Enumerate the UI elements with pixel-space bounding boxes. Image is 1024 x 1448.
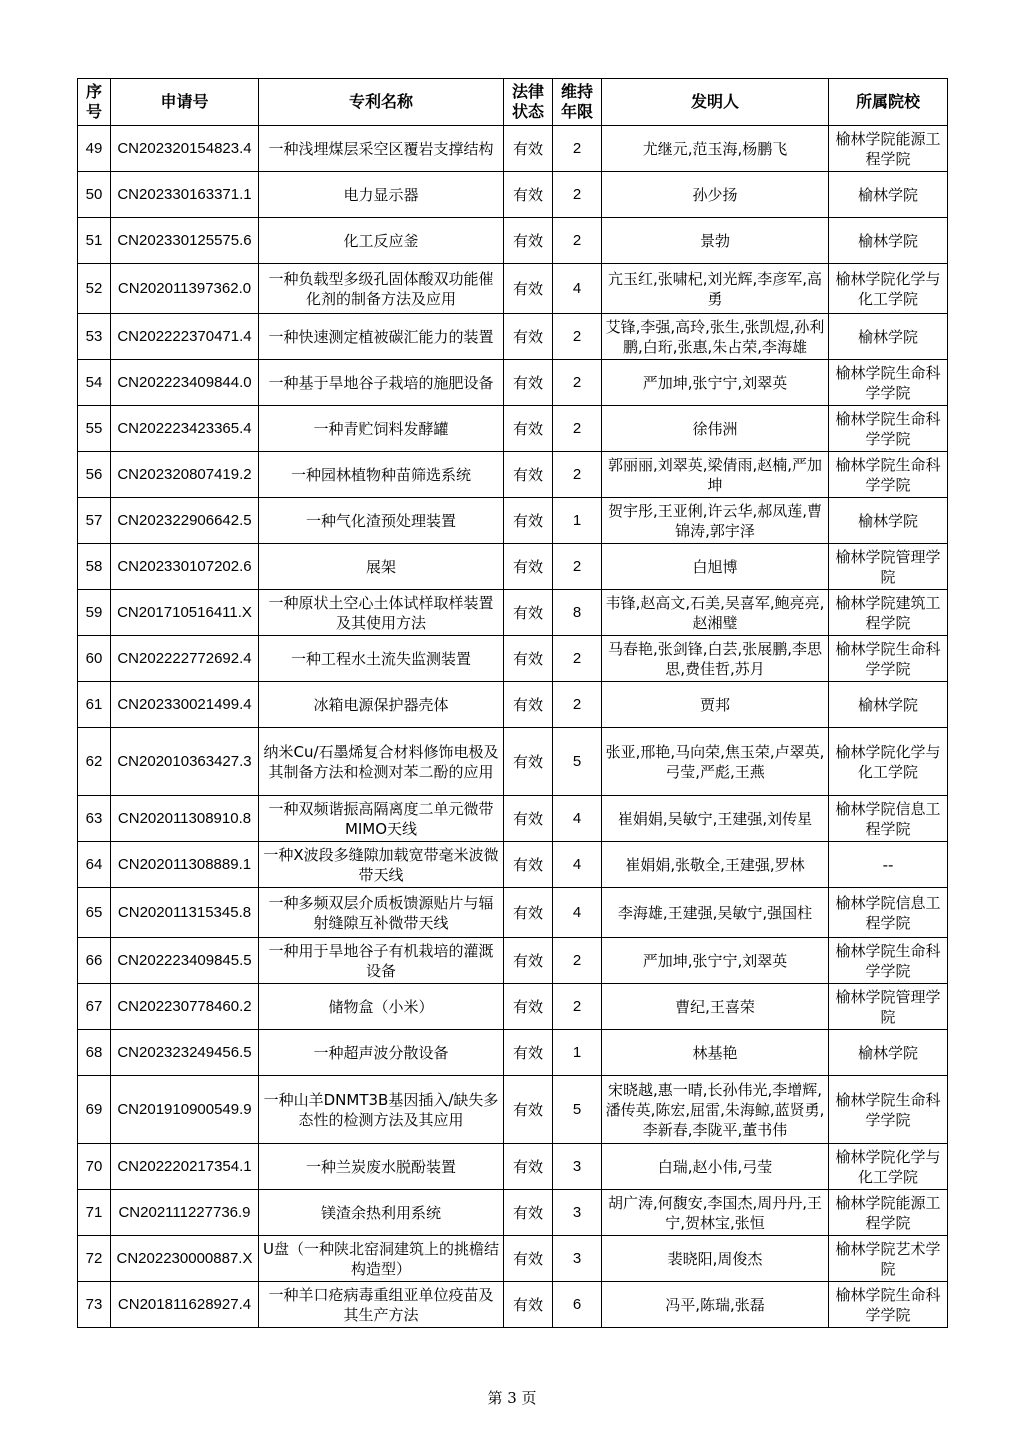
cell-inventors: 贺宇彤,王亚俐,许云华,郝凤莲,曹锦涛,郭宇泽	[602, 498, 829, 544]
cell-status: 有效	[504, 360, 553, 406]
cell-name: 一种羊口疮病毒重组亚单位疫苗及其生产方法	[259, 1282, 504, 1328]
cell-seq: 50	[78, 172, 111, 218]
cell-school: 榆林学院	[829, 314, 948, 360]
cell-app-no: CN202230778460.2	[111, 984, 259, 1030]
cell-status: 有效	[504, 682, 553, 728]
cell-status: 有效	[504, 314, 553, 360]
cell-school: 榆林学院信息工程学院	[829, 796, 948, 842]
table-row	[78, 314, 948, 360]
cell-school: 榆林学院生命科学学院	[829, 636, 948, 682]
cell-app-no: CN202011308910.8	[111, 796, 259, 842]
cell-years: 2	[553, 172, 602, 218]
cell-seq: 54	[78, 360, 111, 406]
cell-seq: 65	[78, 888, 111, 938]
cell-inventors: 胡广涛,何馥安,李国杰,周丹丹,王宁,贺林宝,张恒	[602, 1190, 829, 1236]
cell-years: 1	[553, 1030, 602, 1076]
header-years: 维持年限	[553, 79, 602, 126]
cell-inventors: 曹纪,王喜荣	[602, 984, 829, 1030]
cell-status: 有效	[504, 1144, 553, 1190]
cell-seq: 52	[78, 264, 111, 314]
cell-app-no: CN201811628927.4	[111, 1282, 259, 1328]
cell-inventors: 艾锋,李强,高玲,张生,张凯煜,孙利鹏,白珩,张惠,朱占荣,李海雄	[602, 314, 829, 360]
cell-app-no: CN202011397362.0	[111, 264, 259, 314]
cell-inventors: 尤继元,范玉海,杨鹏飞	[602, 126, 829, 172]
patent-table	[77, 78, 948, 1328]
cell-app-no: CN202320154823.4	[111, 126, 259, 172]
cell-seq: 68	[78, 1030, 111, 1076]
cell-inventors: 严加坤,张宁宁,刘翠英	[602, 360, 829, 406]
cell-school: 榆林学院	[829, 498, 948, 544]
cell-school: 榆林学院管理学院	[829, 544, 948, 590]
cell-inventors: 宋晓越,惠一晴,长孙伟光,李增辉,潘传英,陈宏,屈雷,朱海鲸,蓝贤勇,李新春,李陇平,董书伟	[602, 1076, 829, 1144]
cell-name: 一种园林植物种苗筛选系统	[259, 452, 504, 498]
cell-inventors: 徐伟洲	[602, 406, 829, 452]
cell-seq: 59	[78, 590, 111, 636]
cell-app-no: CN202230000887.X	[111, 1236, 259, 1282]
cell-app-no: CN202330163371.1	[111, 172, 259, 218]
cell-name: 一种工程水土流失监测装置	[259, 636, 504, 682]
header-seq: 序号	[78, 79, 111, 126]
cell-app-no: CN202323249456.5	[111, 1030, 259, 1076]
cell-name: 一种基于旱地谷子栽培的施肥设备	[259, 360, 504, 406]
cell-seq: 55	[78, 406, 111, 452]
cell-app-no: CN201710516411.X	[111, 590, 259, 636]
cell-app-no: CN202330125575.6	[111, 218, 259, 264]
cell-years: 3	[553, 1190, 602, 1236]
cell-inventors: 景勃	[602, 218, 829, 264]
cell-years: 2	[553, 636, 602, 682]
header-status: 法律状态	[504, 79, 553, 126]
cell-school: 榆林学院	[829, 172, 948, 218]
table-row	[78, 728, 948, 796]
table-row	[78, 172, 948, 218]
cell-school: 榆林学院化学与化工学院	[829, 1144, 948, 1190]
cell-inventors: 郭丽丽,刘翠英,梁倩雨,赵楠,严加坤	[602, 452, 829, 498]
cell-seq: 49	[78, 126, 111, 172]
cell-app-no: CN202223409845.5	[111, 938, 259, 984]
cell-seq: 73	[78, 1282, 111, 1328]
table-row	[78, 1236, 948, 1282]
cell-app-no: CN202010363427.3	[111, 728, 259, 796]
cell-years: 1	[553, 498, 602, 544]
cell-years: 2	[553, 406, 602, 452]
cell-inventors: 裴晓阳,周俊杰	[602, 1236, 829, 1282]
cell-app-no: CN202223423365.4	[111, 406, 259, 452]
cell-status: 有效	[504, 264, 553, 314]
cell-app-no: CN202223409844.0	[111, 360, 259, 406]
cell-status: 有效	[504, 406, 553, 452]
cell-status: 有效	[504, 1190, 553, 1236]
cell-inventors: 崔娟娟,吴敏宁,王建强,刘传星	[602, 796, 829, 842]
cell-school: 榆林学院化学与化工学院	[829, 264, 948, 314]
table-row	[78, 498, 948, 544]
cell-name: 化工反应釜	[259, 218, 504, 264]
cell-status: 有效	[504, 728, 553, 796]
cell-years: 2	[553, 126, 602, 172]
cell-name: 一种气化渣预处理装置	[259, 498, 504, 544]
cell-inventors: 林基艳	[602, 1030, 829, 1076]
cell-seq: 56	[78, 452, 111, 498]
cell-status: 有效	[504, 938, 553, 984]
cell-school: 榆林学院	[829, 682, 948, 728]
header-app-no: 申请号	[111, 79, 259, 126]
cell-years: 5	[553, 1076, 602, 1144]
cell-years: 2	[553, 544, 602, 590]
cell-seq: 57	[78, 498, 111, 544]
cell-status: 有效	[504, 126, 553, 172]
cell-seq: 66	[78, 938, 111, 984]
cell-inventors: 张亚,邢艳,马向荣,焦玉荣,卢翠英,弓莹,严彪,王燕	[602, 728, 829, 796]
cell-name: 一种快速测定植被碳汇能力的装置	[259, 314, 504, 360]
cell-app-no: CN202222370471.4	[111, 314, 259, 360]
cell-years: 6	[553, 1282, 602, 1328]
cell-school: 榆林学院能源工程学院	[829, 126, 948, 172]
cell-years: 4	[553, 842, 602, 888]
cell-years: 2	[553, 452, 602, 498]
cell-years: 8	[553, 590, 602, 636]
cell-app-no: CN202222772692.4	[111, 636, 259, 682]
cell-status: 有效	[504, 544, 553, 590]
cell-name: 一种浅埋煤层采空区覆岩支撑结构	[259, 126, 504, 172]
table-row	[78, 360, 948, 406]
cell-school: 榆林学院管理学院	[829, 984, 948, 1030]
cell-inventors: 白旭博	[602, 544, 829, 590]
cell-years: 3	[553, 1236, 602, 1282]
cell-status: 有效	[504, 218, 553, 264]
cell-app-no: CN202322906642.5	[111, 498, 259, 544]
table-row	[78, 842, 948, 888]
cell-seq: 71	[78, 1190, 111, 1236]
cell-name: 镁渣余热利用系统	[259, 1190, 504, 1236]
cell-status: 有效	[504, 590, 553, 636]
cell-years: 5	[553, 728, 602, 796]
cell-inventors: 崔娟娟,张敬全,王建强,罗林	[602, 842, 829, 888]
cell-school: 榆林学院	[829, 1030, 948, 1076]
cell-seq: 72	[78, 1236, 111, 1282]
table-row	[78, 796, 948, 842]
table-row	[78, 218, 948, 264]
cell-name: 一种双频谐振高隔离度二单元微带MIMO天线	[259, 796, 504, 842]
cell-inventors: 李海雄,王建强,吴敏宁,强国柱	[602, 888, 829, 938]
cell-status: 有效	[504, 1236, 553, 1282]
header-school: 所属院校	[829, 79, 948, 126]
table-row	[78, 938, 948, 984]
cell-name: 一种X波段多缝隙加载宽带毫米波微带天线	[259, 842, 504, 888]
cell-name: 电力显示器	[259, 172, 504, 218]
cell-status: 有效	[504, 452, 553, 498]
cell-years: 2	[553, 218, 602, 264]
cell-name: 一种负载型多级孔固体酸双功能催化剂的制备方法及应用	[259, 264, 504, 314]
cell-status: 有效	[504, 1076, 553, 1144]
page-footer: 第 3 页	[487, 1389, 537, 1407]
cell-years: 3	[553, 1144, 602, 1190]
cell-app-no: CN202220217354.1	[111, 1144, 259, 1190]
cell-status: 有效	[504, 636, 553, 682]
table-row	[78, 636, 948, 682]
cell-inventors: 孙少扬	[602, 172, 829, 218]
cell-seq: 60	[78, 636, 111, 682]
cell-years: 2	[553, 360, 602, 406]
cell-years: 2	[553, 682, 602, 728]
cell-years: 4	[553, 796, 602, 842]
header-row	[78, 79, 948, 126]
cell-school: 榆林学院能源工程学院	[829, 1190, 948, 1236]
cell-name: 一种青贮饲料发酵罐	[259, 406, 504, 452]
cell-name: 一种兰炭废水脱酚装置	[259, 1144, 504, 1190]
cell-status: 有效	[504, 888, 553, 938]
cell-status: 有效	[504, 842, 553, 888]
cell-inventors: 亢玉红,张啸杞,刘光辉,李彦军,高勇	[602, 264, 829, 314]
cell-years: 2	[553, 984, 602, 1030]
table-row	[78, 1282, 948, 1328]
cell-school: 榆林学院生命科学学院	[829, 406, 948, 452]
cell-school: 榆林学院化学与化工学院	[829, 728, 948, 796]
cell-app-no: CN202011308889.1	[111, 842, 259, 888]
cell-school: 榆林学院生命科学学院	[829, 938, 948, 984]
cell-seq: 63	[78, 796, 111, 842]
table-row	[78, 590, 948, 636]
cell-name: 一种山羊DNMT3B基因插入/缺失多态性的检测方法及其应用	[259, 1076, 504, 1144]
table-row	[78, 682, 948, 728]
cell-seq: 51	[78, 218, 111, 264]
cell-school: 榆林学院生命科学学院	[829, 1076, 948, 1144]
cell-name: 储物盒（小米）	[259, 984, 504, 1030]
table-row	[78, 1030, 948, 1076]
cell-status: 有效	[504, 796, 553, 842]
table-row	[78, 406, 948, 452]
table-row	[78, 1144, 948, 1190]
cell-status: 有效	[504, 984, 553, 1030]
cell-app-no: CN201910900549.9	[111, 1076, 259, 1144]
cell-app-no: CN202111227736.9	[111, 1190, 259, 1236]
cell-name: 冰箱电源保护器壳体	[259, 682, 504, 728]
cell-name: 一种超声波分散设备	[259, 1030, 504, 1076]
cell-name: 一种多频双层介质板馈源贴片与辐射缝隙互补微带天线	[259, 888, 504, 938]
cell-school: --	[829, 842, 948, 888]
cell-name: 纳米Cu/石墨烯复合材料修饰电极及其制备方法和检测对苯二酚的应用	[259, 728, 504, 796]
cell-inventors: 白瑞,赵小伟,弓莹	[602, 1144, 829, 1190]
table-row	[78, 888, 948, 938]
table-row	[78, 1190, 948, 1236]
cell-years: 4	[553, 888, 602, 938]
cell-seq: 58	[78, 544, 111, 590]
cell-app-no: CN202011315345.8	[111, 888, 259, 938]
cell-school: 榆林学院建筑工程学院	[829, 590, 948, 636]
cell-seq: 53	[78, 314, 111, 360]
cell-app-no: CN202330107202.6	[111, 544, 259, 590]
cell-school: 榆林学院生命科学学院	[829, 1282, 948, 1328]
cell-name: 一种原状土空心土体试样取样装置及其使用方法	[259, 590, 504, 636]
cell-status: 有效	[504, 1030, 553, 1076]
cell-seq: 64	[78, 842, 111, 888]
cell-seq: 69	[78, 1076, 111, 1144]
cell-inventors: 冯平,陈瑞,张磊	[602, 1282, 829, 1328]
cell-status: 有效	[504, 172, 553, 218]
cell-name: 一种用于旱地谷子有机栽培的灌溉设备	[259, 938, 504, 984]
cell-name: U盘（一种陕北窑洞建筑上的挑檐结构造型）	[259, 1236, 504, 1282]
cell-name: 展架	[259, 544, 504, 590]
cell-years: 2	[553, 314, 602, 360]
cell-school: 榆林学院生命科学学院	[829, 360, 948, 406]
table-row	[78, 984, 948, 1030]
cell-years: 2	[553, 938, 602, 984]
cell-school: 榆林学院信息工程学院	[829, 888, 948, 938]
cell-app-no: CN202320807419.2	[111, 452, 259, 498]
header-name: 专利名称	[259, 79, 504, 126]
table-row	[78, 1076, 948, 1144]
table-row	[78, 126, 948, 172]
cell-inventors: 韦锋,赵高文,石美,吴喜军,鲍亮亮,赵湘璧	[602, 590, 829, 636]
cell-seq: 67	[78, 984, 111, 1030]
table-row	[78, 452, 948, 498]
cell-status: 有效	[504, 498, 553, 544]
cell-inventors: 严加坤,张宁宁,刘翠英	[602, 938, 829, 984]
cell-seq: 62	[78, 728, 111, 796]
cell-school: 榆林学院艺术学院	[829, 1236, 948, 1282]
table-row	[78, 544, 948, 590]
cell-inventors: 马春艳,张剑锋,白芸,张展鹏,李思思,费佳哲,苏月	[602, 636, 829, 682]
cell-years: 4	[553, 264, 602, 314]
header-inventors: 发明人	[602, 79, 829, 126]
cell-status: 有效	[504, 1282, 553, 1328]
cell-app-no: CN202330021499.4	[111, 682, 259, 728]
cell-school: 榆林学院	[829, 218, 948, 264]
cell-school: 榆林学院生命科学学院	[829, 452, 948, 498]
cell-seq: 61	[78, 682, 111, 728]
cell-inventors: 贾邦	[602, 682, 829, 728]
cell-seq: 70	[78, 1144, 111, 1190]
table-row	[78, 264, 948, 314]
